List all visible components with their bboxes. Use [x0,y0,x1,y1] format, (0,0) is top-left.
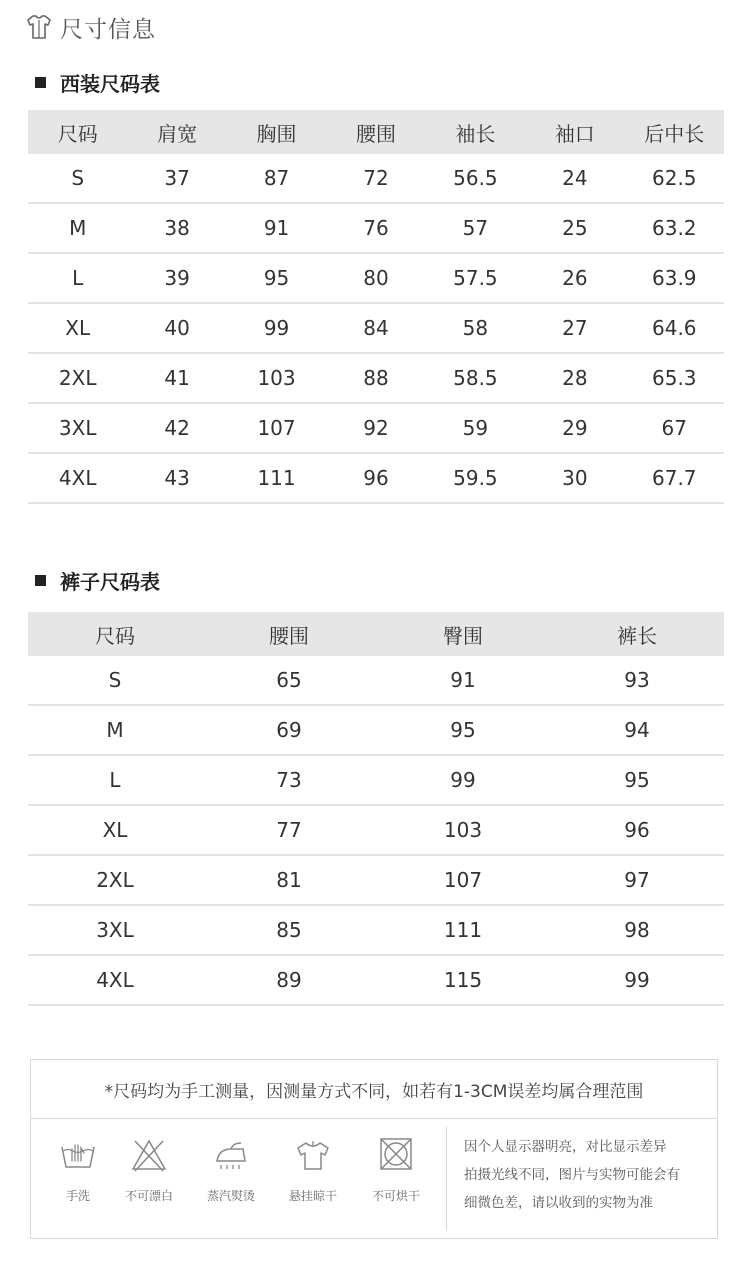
table-row [28,203,724,253]
divider [446,1127,447,1231]
size-cell: L [28,755,202,805]
measurement-cell: 37 [127,154,226,203]
table-row [28,154,724,203]
column-header: 肩宽 [127,110,226,154]
measurement-cell: 73 [202,755,376,805]
table-row [28,805,724,855]
measurement-cell: 107 [376,855,550,905]
care-item-hang-dry [273,1137,353,1204]
measurement-cell: 81 [202,855,376,905]
page-header [24,10,156,44]
column-header: 尺码 [28,612,202,656]
measurement-cell: 56.5 [426,154,525,203]
column-header: 裤长 [550,612,724,656]
measurement-cell: 63.2 [625,203,724,253]
table-row [28,253,724,303]
table-row [28,905,724,955]
color-disclaimer [464,1133,714,1217]
measurement-cell: 24 [525,154,624,203]
column-header: 腰围 [326,110,425,154]
pants-size-table [28,612,724,1006]
shirt-icon [24,12,54,42]
measurement-cell: 58 [426,303,525,353]
measurement-cell: 103 [376,805,550,855]
table-header-row [28,110,724,154]
measurement-cell: 96 [550,805,724,855]
measurement-cell: 89 [202,955,376,1005]
size-cell: 3XL [28,403,127,453]
table-row [28,656,724,705]
table-row [28,755,724,805]
measurement-cell: 40 [127,303,226,353]
care-item-hand-wash [38,1137,118,1204]
page-title: 尺寸信息 [60,16,156,43]
table-row [28,353,724,403]
care-label: 不可烘干 [371,1189,420,1203]
measurement-cell: 99 [550,955,724,1005]
disclaimer-line: 因个人显示器明亮，对比显示差异 [464,1139,667,1155]
care-item-no-tumble-dry [356,1137,436,1204]
column-header: 后中长 [625,110,724,154]
measurement-cell: 41 [127,353,226,403]
care-item-no-bleach [109,1137,189,1204]
measurement-cell: 111 [376,905,550,955]
measurement-cell: 28 [525,353,624,403]
disclaimer-line: 细微色差，请以收到的实物为准 [464,1195,653,1211]
pants-table-title [35,565,160,595]
measurement-cell: 30 [525,453,624,503]
measurement-cell: 29 [525,403,624,453]
measurement-cell: 94 [550,705,724,755]
no-bleach-icon [129,1137,169,1173]
care-item-steam-iron [191,1137,271,1204]
measurement-cell: 59 [426,403,525,453]
steam-iron-icon [211,1137,251,1173]
measurement-cell: 115 [376,955,550,1005]
measurement-note: *尺码均为手工测量，因测量方式不同，如若有1-3CM误差均属合理范围 [31,1060,717,1119]
measurement-cell: 85 [202,905,376,955]
measurement-cell: 38 [127,203,226,253]
measurement-cell: 63.9 [625,253,724,303]
table-row [28,705,724,755]
measurement-cell: 91 [227,203,326,253]
size-cell: S [28,154,127,203]
size-cell: M [28,203,127,253]
measurement-cell: 84 [326,303,425,353]
size-cell: 2XL [28,353,127,403]
column-header: 尺码 [28,110,127,154]
column-header: 袖长 [426,110,525,154]
table-row [28,955,724,1005]
column-header: 袖口 [525,110,624,154]
measurement-cell: 27 [525,303,624,353]
measurement-cell: 25 [525,203,624,253]
care-label: 悬挂晾干 [288,1189,337,1203]
measurement-cell: 65 [202,656,376,705]
care-label: 蒸汽熨烫 [206,1189,255,1203]
bullet-square-icon [35,575,46,586]
measurement-cell: 69 [202,705,376,755]
measurement-cell: 39 [127,253,226,303]
column-header: 臀围 [376,612,550,656]
care-label: 不可漂白 [124,1189,173,1203]
size-cell: M [28,705,202,755]
measurement-cell: 57 [426,203,525,253]
measurement-cell: 67 [625,403,724,453]
column-header: 胸围 [227,110,326,154]
size-cell: 3XL [28,905,202,955]
measurement-cell: 65.3 [625,353,724,403]
table-row [28,303,724,353]
size-cell: S [28,656,202,705]
measurement-cell: 107 [227,403,326,453]
size-cell: 4XL [28,955,202,1005]
measurement-cell: 76 [326,203,425,253]
measurement-cell: 98 [550,905,724,955]
measurement-cell: 95 [550,755,724,805]
measurement-cell: 97 [550,855,724,905]
no-tumble-dry-icon [376,1137,416,1173]
measurement-cell: 93 [550,656,724,705]
size-cell: 2XL [28,855,202,905]
measurement-cell: 95 [227,253,326,303]
care-instructions-box [30,1059,718,1239]
disclaimer-line: 拍摄光线不同，图片与实物可能会有 [464,1167,680,1183]
column-header: 腰围 [202,612,376,656]
measurement-cell: 80 [326,253,425,303]
suit-size-table [28,110,724,504]
measurement-cell: 26 [525,253,624,303]
size-cell: XL [28,805,202,855]
measurement-cell: 77 [202,805,376,855]
measurement-cell: 96 [326,453,425,503]
measurement-cell: 42 [127,403,226,453]
size-cell: XL [28,303,127,353]
measurement-cell: 62.5 [625,154,724,203]
measurement-cell: 67.7 [625,453,724,503]
measurement-cell: 99 [227,303,326,353]
measurement-cell: 111 [227,453,326,503]
measurement-cell: 91 [376,656,550,705]
hang-dry-icon [293,1137,333,1173]
measurement-cell: 99 [376,755,550,805]
table-row [28,403,724,453]
table-header-row [28,612,724,656]
measurement-cell: 88 [326,353,425,403]
measurement-cell: 87 [227,154,326,203]
suit-table-title-text: 西装尺码表 [60,71,160,96]
measurement-cell: 92 [326,403,425,453]
measurement-cell: 43 [127,453,226,503]
care-label: 手洗 [65,1189,90,1203]
bullet-square-icon [35,77,46,88]
size-cell: 4XL [28,453,127,503]
suit-table-title [35,67,160,97]
measurement-cell: 57.5 [426,253,525,303]
measurement-cell: 95 [376,705,550,755]
measurement-cell: 103 [227,353,326,403]
table-row [28,453,724,503]
measurement-cell: 58.5 [426,353,525,403]
measurement-cell: 72 [326,154,425,203]
hand-wash-icon [58,1137,98,1173]
measurement-cell: 64.6 [625,303,724,353]
table-row [28,855,724,905]
pants-table-title-text: 裤子尺码表 [60,569,160,594]
measurement-cell: 59.5 [426,453,525,503]
care-icons-row [31,1119,717,1239]
size-cell: L [28,253,127,303]
